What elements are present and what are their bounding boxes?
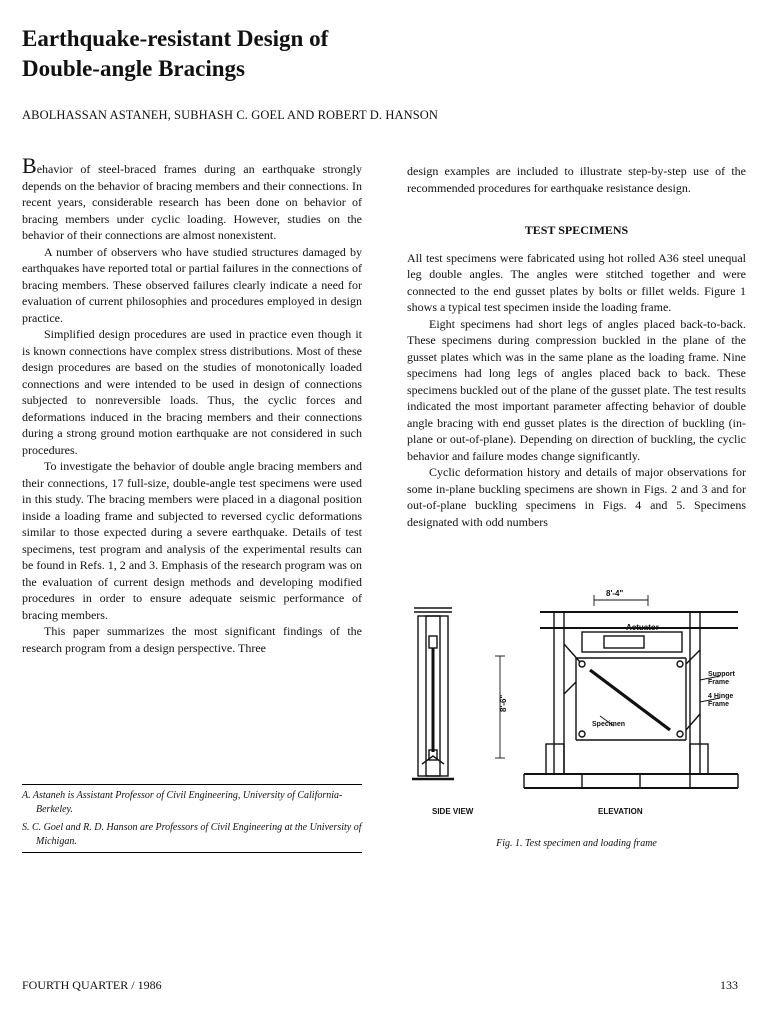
- drop-cap: B: [22, 153, 37, 178]
- issue-footer: FOURTH QUARTER / 1986: [22, 978, 162, 992]
- test-frame-figure: [404, 584, 754, 824]
- paragraph: A number of observers who have studied structures damaged by earthquakes have reported total or partial failures in the connections of bracing members. These observed failures clearly indicate a need for evaluation of current philosophies and procedures employed in design practice.: [22, 244, 362, 325]
- paragraph: Simplified design procedures are used in practice even though it is known connections have complex stress distributions. Most of these design procedures are based on the studies of monotonically loaded connections and were intended to be used in design of connections subjected to nonreversible loads. Thus, the cyclic forces and deformations induced in the bracing members and their connections during a strong ground motion earthquake are not considered in such procedures.: [22, 327, 362, 457]
- paragraph: To investigate the behavior of double angle bracing members and their connections, 17 full-size, double-angle test specimens were used in this study. The bracing members were placed in a diagonal position inside a loading frame and subjected to reversed cyclic deformations similar to those expected during a severe earthquake. Details of test specimens, test program and analysis of the experimental results can be found in Refs. 1, 2 and 3. Emphasis of the research program was on the evaluation of current design methods and developing modified procedures in order to ensure adequate seismic performance of bracing members.: [22, 459, 362, 622]
- left-column: [22, 153, 362, 656]
- title-line-1: Earthquake-resistant Design of: [22, 26, 329, 51]
- paragraph-intro: [22, 153, 362, 244]
- title-line-2: Double-angle Bracings: [22, 56, 245, 81]
- actuator-label: Actuator: [626, 623, 659, 632]
- page-number: 133: [720, 978, 738, 992]
- article-title: [22, 24, 522, 84]
- section-heading: TEST SPECIMENS: [524, 223, 629, 237]
- specimen-label: Specimen: [592, 721, 626, 728]
- paragraph: This paper summarizes the most significant findings of the research program from a design perspective. Three: [22, 624, 362, 655]
- footnote: A. Astaneh is Assistant Professor of Civil Engineering, University of California-Berkeley.: [22, 790, 343, 815]
- support-frame-label-1: Support: [708, 671, 735, 678]
- dim-width-label: 8'-4": [606, 589, 624, 598]
- paragraph: Eight specimens had short legs of angles placed back-to-back. These specimens during compression buckled in the plane of the gusset plates which was in the same plane as the loading frame. Nine specimens had long legs of angles placed back to back. These specimens buckled out of the plane of the gusset plate. The test results indicated the most important parameter affecting behavior of double angle bracing with end gusset plates is the direction of buckling (in-plane or out-of-plane). Depending on direction of buckling, the cyclic behavior and failure modes change significantly.: [407, 316, 746, 463]
- hinge-frame-label-1: 4 Hinge: [708, 693, 734, 700]
- support-frame-label-2: Frame: [708, 679, 730, 686]
- side-view-label: SIDE VIEW: [432, 807, 474, 816]
- elevation-drawing: [495, 595, 738, 788]
- paragraph: design examples are included to illustrate step-by-step use of the recommended procedures for earthquake resistance design.: [407, 164, 746, 195]
- paragraph: All test specimens were fabricated using hot rolled A36 steel unequal leg double angles. The angles were stitched together and were connected to the end gusset plates by bolts or fillet welds. Figure 1 shows a typical test specimen inside the loading frame.: [407, 250, 746, 314]
- right-column: [407, 163, 746, 530]
- footnote: S. C. Goel and R. D. Hanson are Professors of Civil Engineering at the University of Michigan.: [22, 822, 362, 847]
- elevation-label: ELEVATION: [598, 807, 643, 816]
- hinge-frame-label-2: Frame: [708, 701, 730, 708]
- dim-height-label: 8'-6": [499, 694, 508, 712]
- authors: ABOLHASSAN ASTANEH, SUBHASH C. GOEL AND ROBERT D. HANSON: [22, 108, 439, 122]
- paragraph-intro-text: ehavior of steel-braced frames during an earthquake strongly depends on the behavior of bracing members and their connections. In recent years, considerable research has been done on behavior of bracing members under cyclic loading. However, studies on the behavior of their connections are almost nonexistent.: [22, 162, 362, 242]
- side-view-drawing: [412, 608, 454, 779]
- author-footnotes: [22, 784, 362, 853]
- figure-caption: Fig. 1. Test specimen and loading frame: [496, 838, 657, 849]
- paragraph: Cyclic deformation history and details of major observations for some in-plane buckling specimens are shown in Figs. 2 and 3 and for out-of-plane buckling specimens in Figs. 4 and 5. Specimens designated with odd numbers: [407, 465, 746, 529]
